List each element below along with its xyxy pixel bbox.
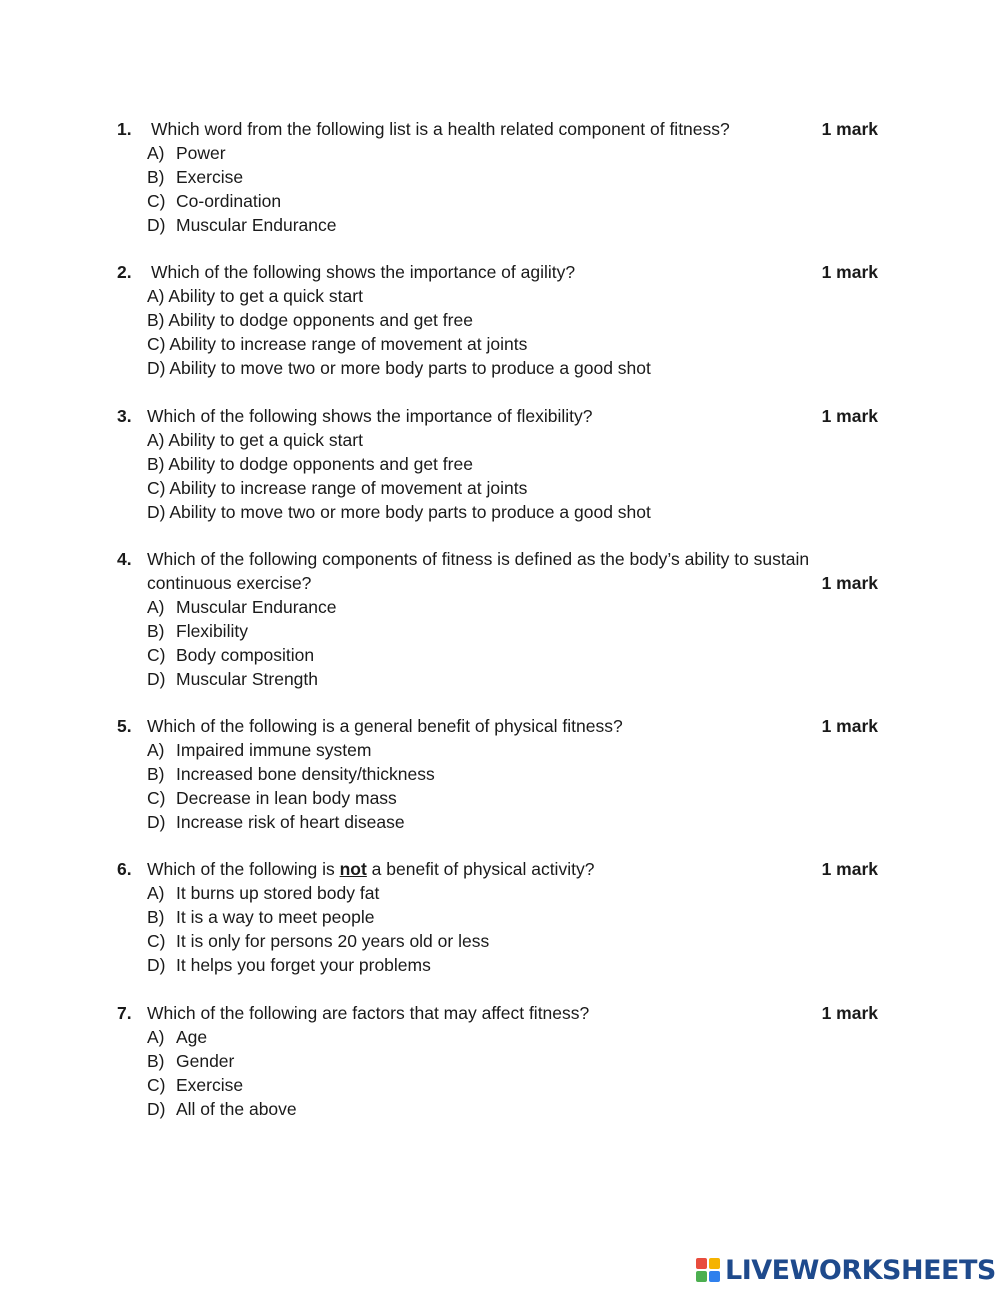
option[interactable] <box>147 738 887 762</box>
option-letter: B) <box>147 1051 165 1071</box>
option-text: Muscular Endurance <box>176 597 337 617</box>
option-letter: A) <box>147 597 165 617</box>
liveworksheets-logo <box>696 1255 996 1285</box>
option-text: Increase risk of heart disease <box>176 812 405 832</box>
options-list <box>117 881 887 977</box>
option[interactable] <box>147 1049 887 1073</box>
option-letter: A) <box>147 1027 165 1047</box>
option[interactable] <box>147 595 887 619</box>
option-letter: C) <box>147 1075 166 1095</box>
option-text: B) Ability to dodge opponents and get free <box>147 454 473 474</box>
question-number: 6. <box>117 859 132 879</box>
question-text: Which of the following is a general benefit of physical fitness? <box>147 716 623 736</box>
option-letter: C) <box>147 645 166 665</box>
option[interactable] <box>147 356 887 380</box>
logo-block <box>709 1271 720 1282</box>
options-list <box>117 738 887 834</box>
option-letter: C) <box>147 788 166 808</box>
option-text: It is only for persons 20 years old or less <box>176 931 490 951</box>
option[interactable] <box>147 1097 887 1121</box>
option[interactable] <box>147 786 887 810</box>
option[interactable] <box>147 452 887 476</box>
option-text: Muscular Endurance <box>176 215 337 235</box>
option-text: Flexibility <box>176 621 248 641</box>
mark-label: 1 mark <box>821 859 878 879</box>
options-list <box>117 141 887 237</box>
option-text: All of the above <box>176 1099 297 1119</box>
option-text: It burns up stored body fat <box>176 883 380 903</box>
option[interactable] <box>147 929 887 953</box>
option[interactable] <box>147 1025 887 1049</box>
question-number: 4. <box>117 549 132 569</box>
option-text: Power <box>176 143 226 163</box>
question-text: Which of the following shows the importance of agility? <box>151 262 576 282</box>
option-text: Exercise <box>176 1075 244 1095</box>
option-text: A) Ability to get a quick start <box>147 286 363 306</box>
option-letter: B) <box>147 621 165 641</box>
option[interactable] <box>147 643 887 667</box>
question-4 <box>117 547 887 691</box>
option[interactable] <box>147 619 887 643</box>
option[interactable] <box>147 284 887 308</box>
question-text-after: a benefit of physical activity? <box>366 859 595 879</box>
mark-label: 1 mark <box>821 716 878 736</box>
option-letter: D) <box>147 1099 166 1119</box>
logo-block <box>709 1258 720 1269</box>
question-text: Which word from the following list is a health related component of fitness? <box>151 119 730 139</box>
option-text: A) Ability to get a quick start <box>147 430 363 450</box>
option-letter: B) <box>147 907 165 927</box>
logo-block <box>696 1271 707 1282</box>
question-text-line1: Which of the following components of fitness is defined as the body’s ability to sustain <box>147 549 810 569</box>
option-letter: C) <box>147 191 166 211</box>
question-text: Which of the following shows the importance of flexibility? <box>147 406 593 426</box>
mark-label: 1 mark <box>821 119 878 139</box>
option[interactable] <box>147 881 887 905</box>
option-letter: D) <box>147 215 166 235</box>
option-letter: D) <box>147 955 166 975</box>
question-5 <box>117 714 887 834</box>
options-list <box>117 595 887 691</box>
option-text: Exercise <box>176 167 244 187</box>
question-7 <box>117 1001 887 1121</box>
option-letter: D) <box>147 669 166 689</box>
option[interactable] <box>147 165 887 189</box>
option-letter: C) <box>147 931 166 951</box>
option[interactable] <box>147 810 887 834</box>
option[interactable] <box>147 428 887 452</box>
question-2 <box>117 260 887 380</box>
option[interactable] <box>147 1073 887 1097</box>
option-text: Age <box>176 1027 208 1047</box>
option-letter: D) <box>147 812 166 832</box>
option-text: D) Ability to move two or more body parts to produce a good shot <box>147 502 651 522</box>
question-text-line2: continuous exercise? <box>147 573 312 593</box>
option-text: Impaired immune system <box>176 740 372 760</box>
option-text: Gender <box>176 1051 235 1071</box>
question-number: 1. <box>117 119 132 139</box>
question-text: Which of the following are factors that may affect fitness? <box>147 1003 590 1023</box>
option[interactable] <box>147 141 887 165</box>
question-1 <box>117 117 887 237</box>
option-text: D) Ability to move two or more body parts to produce a good shot <box>147 358 651 378</box>
question-text-emphasis: not <box>339 859 367 879</box>
option-text: Muscular Strength <box>176 669 319 689</box>
option-letter: A) <box>147 883 165 903</box>
option-text: Body composition <box>176 645 315 665</box>
option-text: It helps you forget your problems <box>176 955 431 975</box>
option-text: C) Ability to increase range of movement at joints <box>147 334 528 354</box>
options-list <box>117 1025 887 1121</box>
option-letter: A) <box>147 740 165 760</box>
question-6 <box>117 857 887 977</box>
option-letter: B) <box>147 764 165 784</box>
option[interactable] <box>147 667 887 691</box>
mark-label: 1 mark <box>821 406 878 426</box>
option[interactable] <box>147 476 887 500</box>
option[interactable] <box>147 332 887 356</box>
option-letter: A) <box>147 143 165 163</box>
question-text <box>147 857 594 881</box>
logo-wordmark: LIVEWORKSHEETS <box>725 1254 996 1286</box>
options-list <box>117 284 887 380</box>
option[interactable] <box>147 500 887 524</box>
mark-label: 1 mark <box>821 573 878 593</box>
mark-label: 1 mark <box>821 1003 878 1023</box>
question-3 <box>117 404 887 524</box>
option[interactable] <box>147 308 887 332</box>
option-text: Decrease in lean body mass <box>176 788 397 808</box>
option-text: Co-ordination <box>176 191 282 211</box>
option-text: C) Ability to increase range of movement at joints <box>147 478 528 498</box>
option-letter: B) <box>147 167 165 187</box>
logo-block <box>696 1258 707 1269</box>
option[interactable] <box>147 213 887 237</box>
option[interactable] <box>147 189 887 213</box>
mark-label: 1 mark <box>821 262 878 282</box>
question-number: 7. <box>117 1003 132 1023</box>
question-number: 3. <box>117 406 132 426</box>
question-number: 2. <box>117 262 132 282</box>
question-text-before: Which of the following is <box>147 859 340 879</box>
option-text: It is a way to meet people <box>176 907 375 927</box>
option[interactable] <box>147 953 887 977</box>
option[interactable] <box>147 762 887 786</box>
option[interactable] <box>147 905 887 929</box>
option-text: Increased bone density/thickness <box>176 764 435 784</box>
option-text: B) Ability to dodge opponents and get free <box>147 310 473 330</box>
question-number: 5. <box>117 716 132 736</box>
options-list <box>117 428 887 524</box>
logo-blocks-icon <box>696 1258 720 1282</box>
